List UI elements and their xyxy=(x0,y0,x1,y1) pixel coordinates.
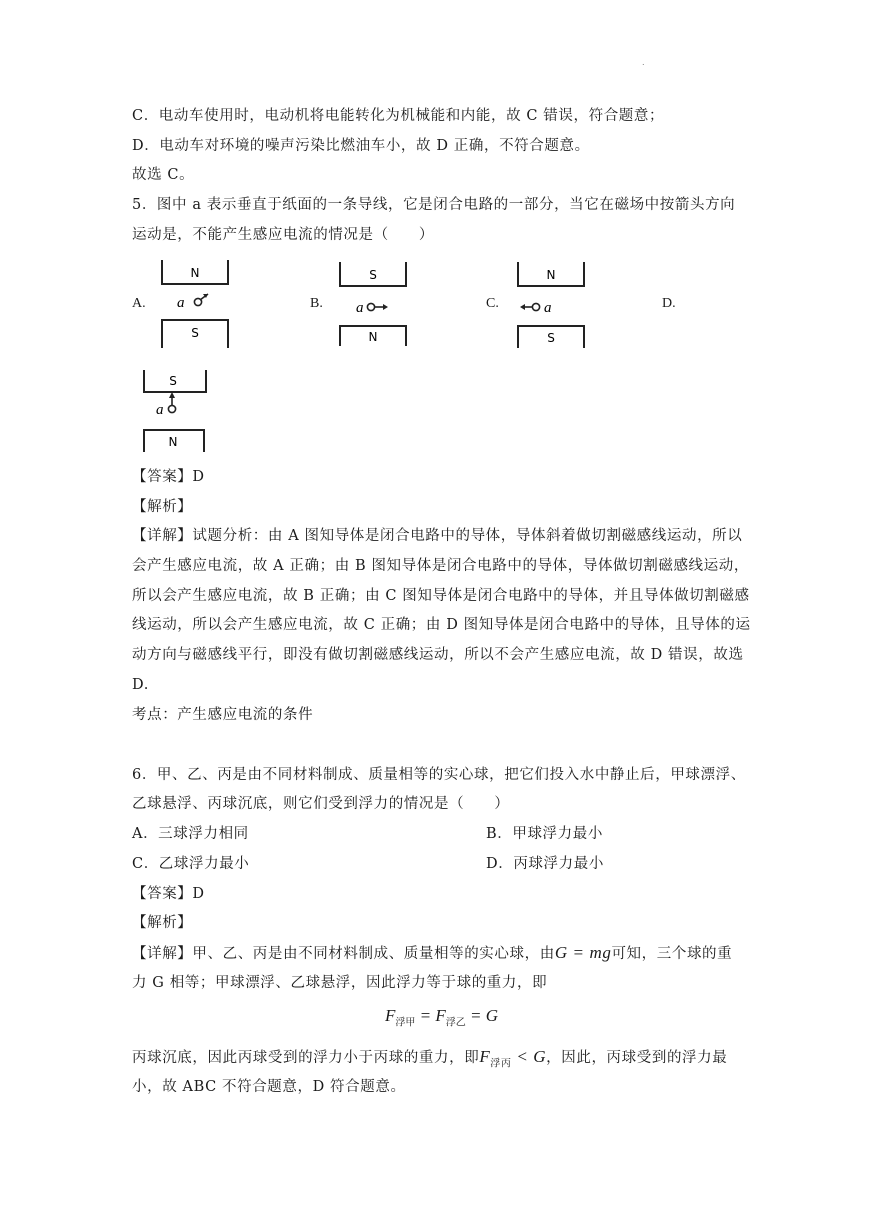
q5-b-top-pole: S xyxy=(369,268,377,282)
q5-d-bottom-pole: N xyxy=(168,435,178,449)
q6-ineq-sub: 浮丙 xyxy=(490,1058,512,1070)
q6-eq-sub2: 浮乙 xyxy=(445,1017,466,1029)
q6-option-b: B．甲球浮力最小 xyxy=(486,826,603,842)
q6-detail-line-3-a: 丙球沉底，因此丙球受到的浮力小于丙球的重力，即 xyxy=(132,1050,480,1066)
q6-analysis-title: 【解析】 xyxy=(132,915,193,931)
q6-eq-eq: = xyxy=(415,1006,436,1025)
q6-detail-line-3 xyxy=(132,1048,727,1073)
q6-eq-f2: F xyxy=(435,1006,446,1025)
q5-b-wire-label: a xyxy=(356,300,364,316)
q5-c-top-pole: N xyxy=(546,268,556,282)
q5-figure-d xyxy=(142,368,217,456)
q5-figure-c xyxy=(516,260,591,352)
q6-detail-line-3-b: ，因此，丙球受到的浮力最 xyxy=(546,1050,728,1066)
q5-figure-b xyxy=(338,260,413,352)
q5-c-bottom-pole: S xyxy=(547,331,555,345)
q5-detail-line-1: 【详解】试题分析：由 A 图知导体是闭合电路中的导体，导体斜着做切割磁感线运动，所以 xyxy=(132,528,743,544)
q6-stem-line-2: 乙球悬浮、丙球沉底，则它们受到浮力的情况是（ ） xyxy=(132,796,510,812)
q5-stem-line-1: 5．图中 a 表示垂直于纸面的一条导线，它是闭合电路的一部分，当它在磁场中按箭头方向 xyxy=(132,197,736,213)
q4-option-c-explanation: C．电动车使用时，电动机将电能转化为机械能和内能，故 C 错误，符合题意； xyxy=(132,108,665,124)
q5-answer: 【答案】D xyxy=(132,469,205,485)
q6-detail-line-1-a: 【详解】甲、乙、丙是由不同材料制成、质量相等的实心球，由 xyxy=(132,946,555,962)
q5-option-a-label: A. xyxy=(132,296,146,311)
q6-eq-g: = G xyxy=(465,1006,499,1025)
q6-option-a: A．三球浮力相同 xyxy=(132,826,249,842)
q6-buoyancy-equation xyxy=(385,1006,498,1028)
q5-detail-line-6: D. xyxy=(132,677,149,693)
q5-stem-line-2: 运动是，不能产生感应电流的情况是（ ） xyxy=(132,227,434,243)
q5-b-bottom-pole: N xyxy=(368,330,378,344)
q6-detail-line-4: 小，故 ABC 不符合题意，D 符合题意。 xyxy=(132,1079,406,1095)
q5-detail-line-3: 所以会产生感应电流，故 B 正确；由 C 图知导体是闭合电路中的导体，并且导体做切割磁感 xyxy=(132,588,750,604)
q6-stem-line-1: 6．甲、乙、丙是由不同材料制成、质量相等的实心球，把它们投入水中静止后，甲球漂浮、 xyxy=(132,767,746,783)
q5-detail-line-2: 会产生感应电流，故 A 正确；由 B 图知导体是闭合电路中的导体，导体做切割磁感线运动， xyxy=(132,558,749,574)
q6-gravity-formula: G = mg xyxy=(554,943,612,962)
q4-option-d-explanation: D．电动车对环境的噪声污染比燃油车小，故 D 正确，不符合题意。 xyxy=(132,138,590,154)
q5-option-d-label: D. xyxy=(662,296,676,311)
q5-d-wire-label: a xyxy=(156,402,164,418)
q6-answer: 【答案】D xyxy=(132,886,205,902)
q5-c-wire-label: a xyxy=(544,300,552,316)
q5-d-top-pole: S xyxy=(169,374,177,388)
q6-inequality xyxy=(479,1047,547,1070)
q6-detail-line-2: 力 G 相等；甲球漂浮、乙球悬浮，因此浮力等于球的重力，即 xyxy=(132,975,548,991)
q5-analysis-title: 【解析】 xyxy=(132,499,193,515)
q6-option-d: D．丙球浮力最小 xyxy=(486,856,604,872)
q4-conclusion: 故选 C。 xyxy=(132,167,195,183)
q5-option-c-label: C. xyxy=(486,296,499,311)
q6-eq-f1: F xyxy=(385,1006,396,1025)
q6-ineq-lt: < G xyxy=(511,1047,547,1066)
q5-detail-line-5: 动方向与磁感线平行，即没有做切割磁感线运动，所以不会产生感应电流，故 D 错误，故选 xyxy=(132,647,744,663)
q6-ineq-f: F xyxy=(479,1047,491,1066)
q5-detail-line-4: 线运动，所以会产生感应电流，故 C 正确；由 D 图知导体是闭合电路中的导体，且导体的运 xyxy=(132,617,751,633)
q6-detail-line-1 xyxy=(132,944,732,963)
q5-a-wire-label: a xyxy=(177,295,185,311)
q5-kaodian: 考点：产生感应电流的条件 xyxy=(132,707,314,723)
q5-a-bottom-pole: S xyxy=(191,326,199,340)
q5-option-b-label: B. xyxy=(310,296,323,311)
header-mark: . xyxy=(642,58,645,67)
q5-a-top-pole: N xyxy=(190,266,200,280)
q6-detail-line-1-b: 可知，三个球的重 xyxy=(611,946,733,962)
q5-figure-a xyxy=(160,258,235,350)
q6-option-c: C．乙球浮力最小 xyxy=(132,856,250,872)
q6-eq-sub1: 浮甲 xyxy=(395,1017,416,1029)
